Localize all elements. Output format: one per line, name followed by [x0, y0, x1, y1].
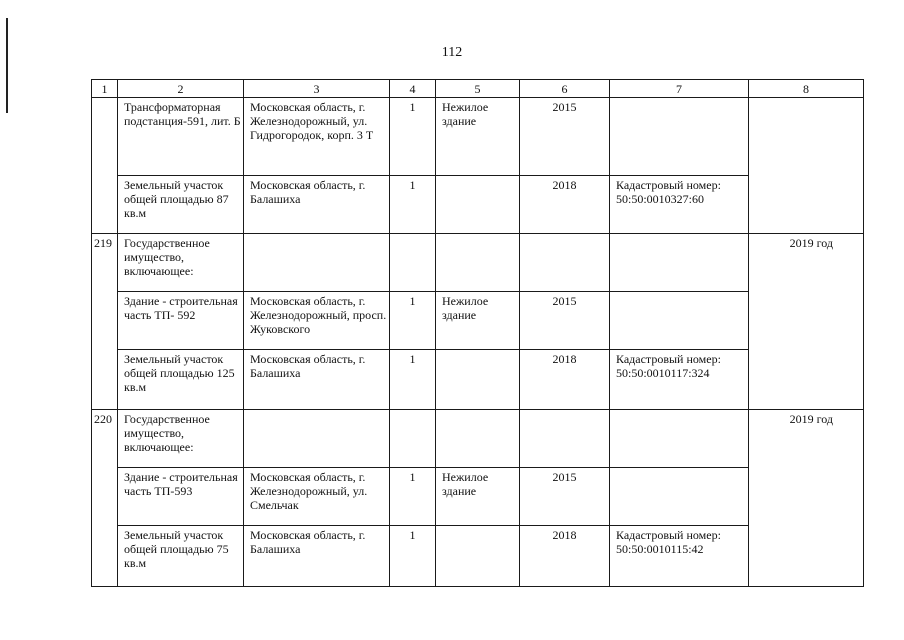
item-year-cell	[520, 410, 610, 468]
item-type-cell	[436, 292, 520, 350]
item-address-cell	[244, 410, 390, 468]
item-year: 2018	[552, 178, 577, 192]
item-address: Московская область, г. Железнодорожный, ул. Гидрогородок, корп. 3 Т	[250, 100, 374, 142]
item-type	[436, 526, 519, 585]
row-number: 219	[94, 236, 112, 250]
table-row	[92, 350, 864, 410]
row-number-cell	[92, 234, 118, 410]
item-quantity	[390, 234, 435, 290]
item-name: Земельный участок общей площадью 75 кв.м	[124, 528, 229, 570]
item-cadastral-cell	[610, 526, 749, 587]
col-header-3: 3	[244, 80, 390, 98]
item-address	[244, 234, 389, 290]
item-address-cell	[244, 292, 390, 350]
item-type	[436, 410, 519, 466]
col-header-7: 7	[610, 80, 749, 98]
item-name: Здание - строительная часть ТП- 592	[124, 294, 238, 322]
item-name-cell	[118, 98, 244, 176]
item-type	[436, 176, 519, 232]
item-cadastral-cell	[610, 468, 749, 526]
item-address: Московская область, г. Балашиха	[250, 352, 366, 380]
item-type	[436, 234, 519, 290]
item-quantity-cell	[390, 410, 436, 468]
item-note	[749, 98, 863, 100]
item-year-cell	[520, 234, 610, 292]
item-name-cell	[118, 176, 244, 234]
item-cadastral: Кадастровый номер: 50:50:0010117:324	[616, 352, 721, 380]
item-name: Земельный участок общей площадью 125 кв.м	[124, 352, 235, 394]
row-number-cell	[92, 98, 118, 234]
item-year	[520, 234, 609, 290]
item-address-cell	[244, 350, 390, 410]
item-name-cell	[118, 468, 244, 526]
note-cell	[749, 234, 864, 410]
item-address-cell	[244, 468, 390, 526]
col-header-6: 6	[520, 80, 610, 98]
item-name-cell	[118, 526, 244, 587]
item-address-cell	[244, 234, 390, 292]
table-row	[92, 234, 864, 292]
property-table	[91, 79, 864, 587]
item-cadastral-cell	[610, 410, 749, 468]
item-quantity: 1	[409, 294, 416, 308]
item-address	[244, 410, 389, 466]
item-type-cell	[436, 350, 520, 410]
item-name: Государственное имущество, включающее:	[124, 236, 210, 278]
item-cadastral	[610, 468, 748, 524]
item-year-cell	[520, 468, 610, 526]
item-year: 2015	[552, 294, 577, 308]
item-cadastral-cell	[610, 176, 749, 234]
col-header-8: 8	[749, 80, 864, 98]
item-type-cell	[436, 526, 520, 587]
table-body	[92, 98, 864, 587]
table-row	[92, 98, 864, 176]
item-address-cell	[244, 176, 390, 234]
item-year-cell	[520, 350, 610, 410]
item-type-cell	[436, 176, 520, 234]
margin-line	[6, 18, 8, 113]
item-name: Здание - строительная часть ТП-593	[124, 470, 238, 498]
item-cadastral: Кадастровый номер: 50:50:0010115:42	[616, 528, 721, 556]
item-type-cell	[436, 468, 520, 526]
item-name-cell	[118, 292, 244, 350]
item-cadastral-cell	[610, 234, 749, 292]
row-number-cell	[92, 410, 118, 587]
table-row	[92, 526, 864, 587]
item-type	[436, 350, 519, 408]
item-year-cell	[520, 292, 610, 350]
item-name: Государственное имущество, включающее:	[124, 412, 210, 454]
item-type: Нежилое здание	[442, 470, 489, 498]
table-row	[92, 468, 864, 526]
item-quantity: 1	[409, 178, 416, 192]
item-year: 2018	[552, 352, 577, 366]
item-name: Земельный участок общей площадью 87 кв.м	[124, 178, 229, 220]
item-type-cell	[436, 410, 520, 468]
item-address-cell	[244, 98, 390, 176]
item-name-cell	[118, 410, 244, 468]
col-header-1: 1	[92, 80, 118, 98]
item-type: Нежилое здание	[442, 294, 489, 322]
item-quantity: 1	[409, 352, 416, 366]
item-address-cell	[244, 526, 390, 587]
page-number: 112	[441, 45, 463, 60]
item-year: 2015	[552, 100, 577, 114]
item-quantity: 1	[409, 528, 416, 542]
item-quantity: 1	[409, 100, 416, 114]
item-address: Московская область, г. Балашиха	[250, 528, 366, 556]
item-type-cell	[436, 234, 520, 292]
col-header-4: 4	[390, 80, 436, 98]
item-note: 2019 год	[789, 236, 833, 250]
item-year: 2018	[552, 528, 577, 542]
item-name-cell	[118, 234, 244, 292]
item-cadastral	[610, 410, 748, 466]
item-note: 2019 год	[789, 412, 833, 426]
item-quantity	[390, 410, 435, 466]
item-quantity-cell	[390, 468, 436, 526]
item-quantity: 1	[409, 470, 416, 484]
item-cadastral-cell	[610, 292, 749, 350]
table-row	[92, 176, 864, 234]
item-cadastral-cell	[610, 98, 749, 176]
table-row	[92, 410, 864, 468]
item-year: 2015	[552, 470, 577, 484]
note-cell	[749, 98, 864, 234]
item-year-cell	[520, 98, 610, 176]
item-quantity-cell	[390, 234, 436, 292]
row-number: 220	[94, 412, 112, 426]
item-name-cell	[118, 350, 244, 410]
item-quantity-cell	[390, 350, 436, 410]
item-name: Трансформаторная подстанция-591, лит. Б	[124, 100, 241, 128]
item-cadastral-cell	[610, 350, 749, 410]
col-header-5: 5	[436, 80, 520, 98]
item-quantity-cell	[390, 176, 436, 234]
col-header-2: 2	[118, 80, 244, 98]
item-type: Нежилое здание	[442, 100, 489, 128]
item-cadastral: Кадастровый номер: 50:50:0010327:60	[616, 178, 721, 206]
note-cell	[749, 410, 864, 587]
item-year-cell	[520, 526, 610, 587]
row-number	[92, 98, 117, 100]
item-address: Московская область, г. Балашиха	[250, 178, 366, 206]
item-address: Московская область, г. Железнодорожный, просп. Жуковского	[250, 294, 387, 336]
item-cadastral	[610, 98, 748, 174]
item-cadastral	[610, 292, 748, 348]
item-type-cell	[436, 98, 520, 176]
header-row	[92, 80, 864, 98]
item-quantity-cell	[390, 526, 436, 587]
item-quantity-cell	[390, 292, 436, 350]
table-row	[92, 292, 864, 350]
item-year-cell	[520, 176, 610, 234]
item-quantity-cell	[390, 98, 436, 176]
item-year	[520, 410, 609, 466]
item-address: Московская область, г. Железнодорожный, ул. Смельчак	[250, 470, 368, 512]
item-cadastral	[610, 234, 748, 290]
